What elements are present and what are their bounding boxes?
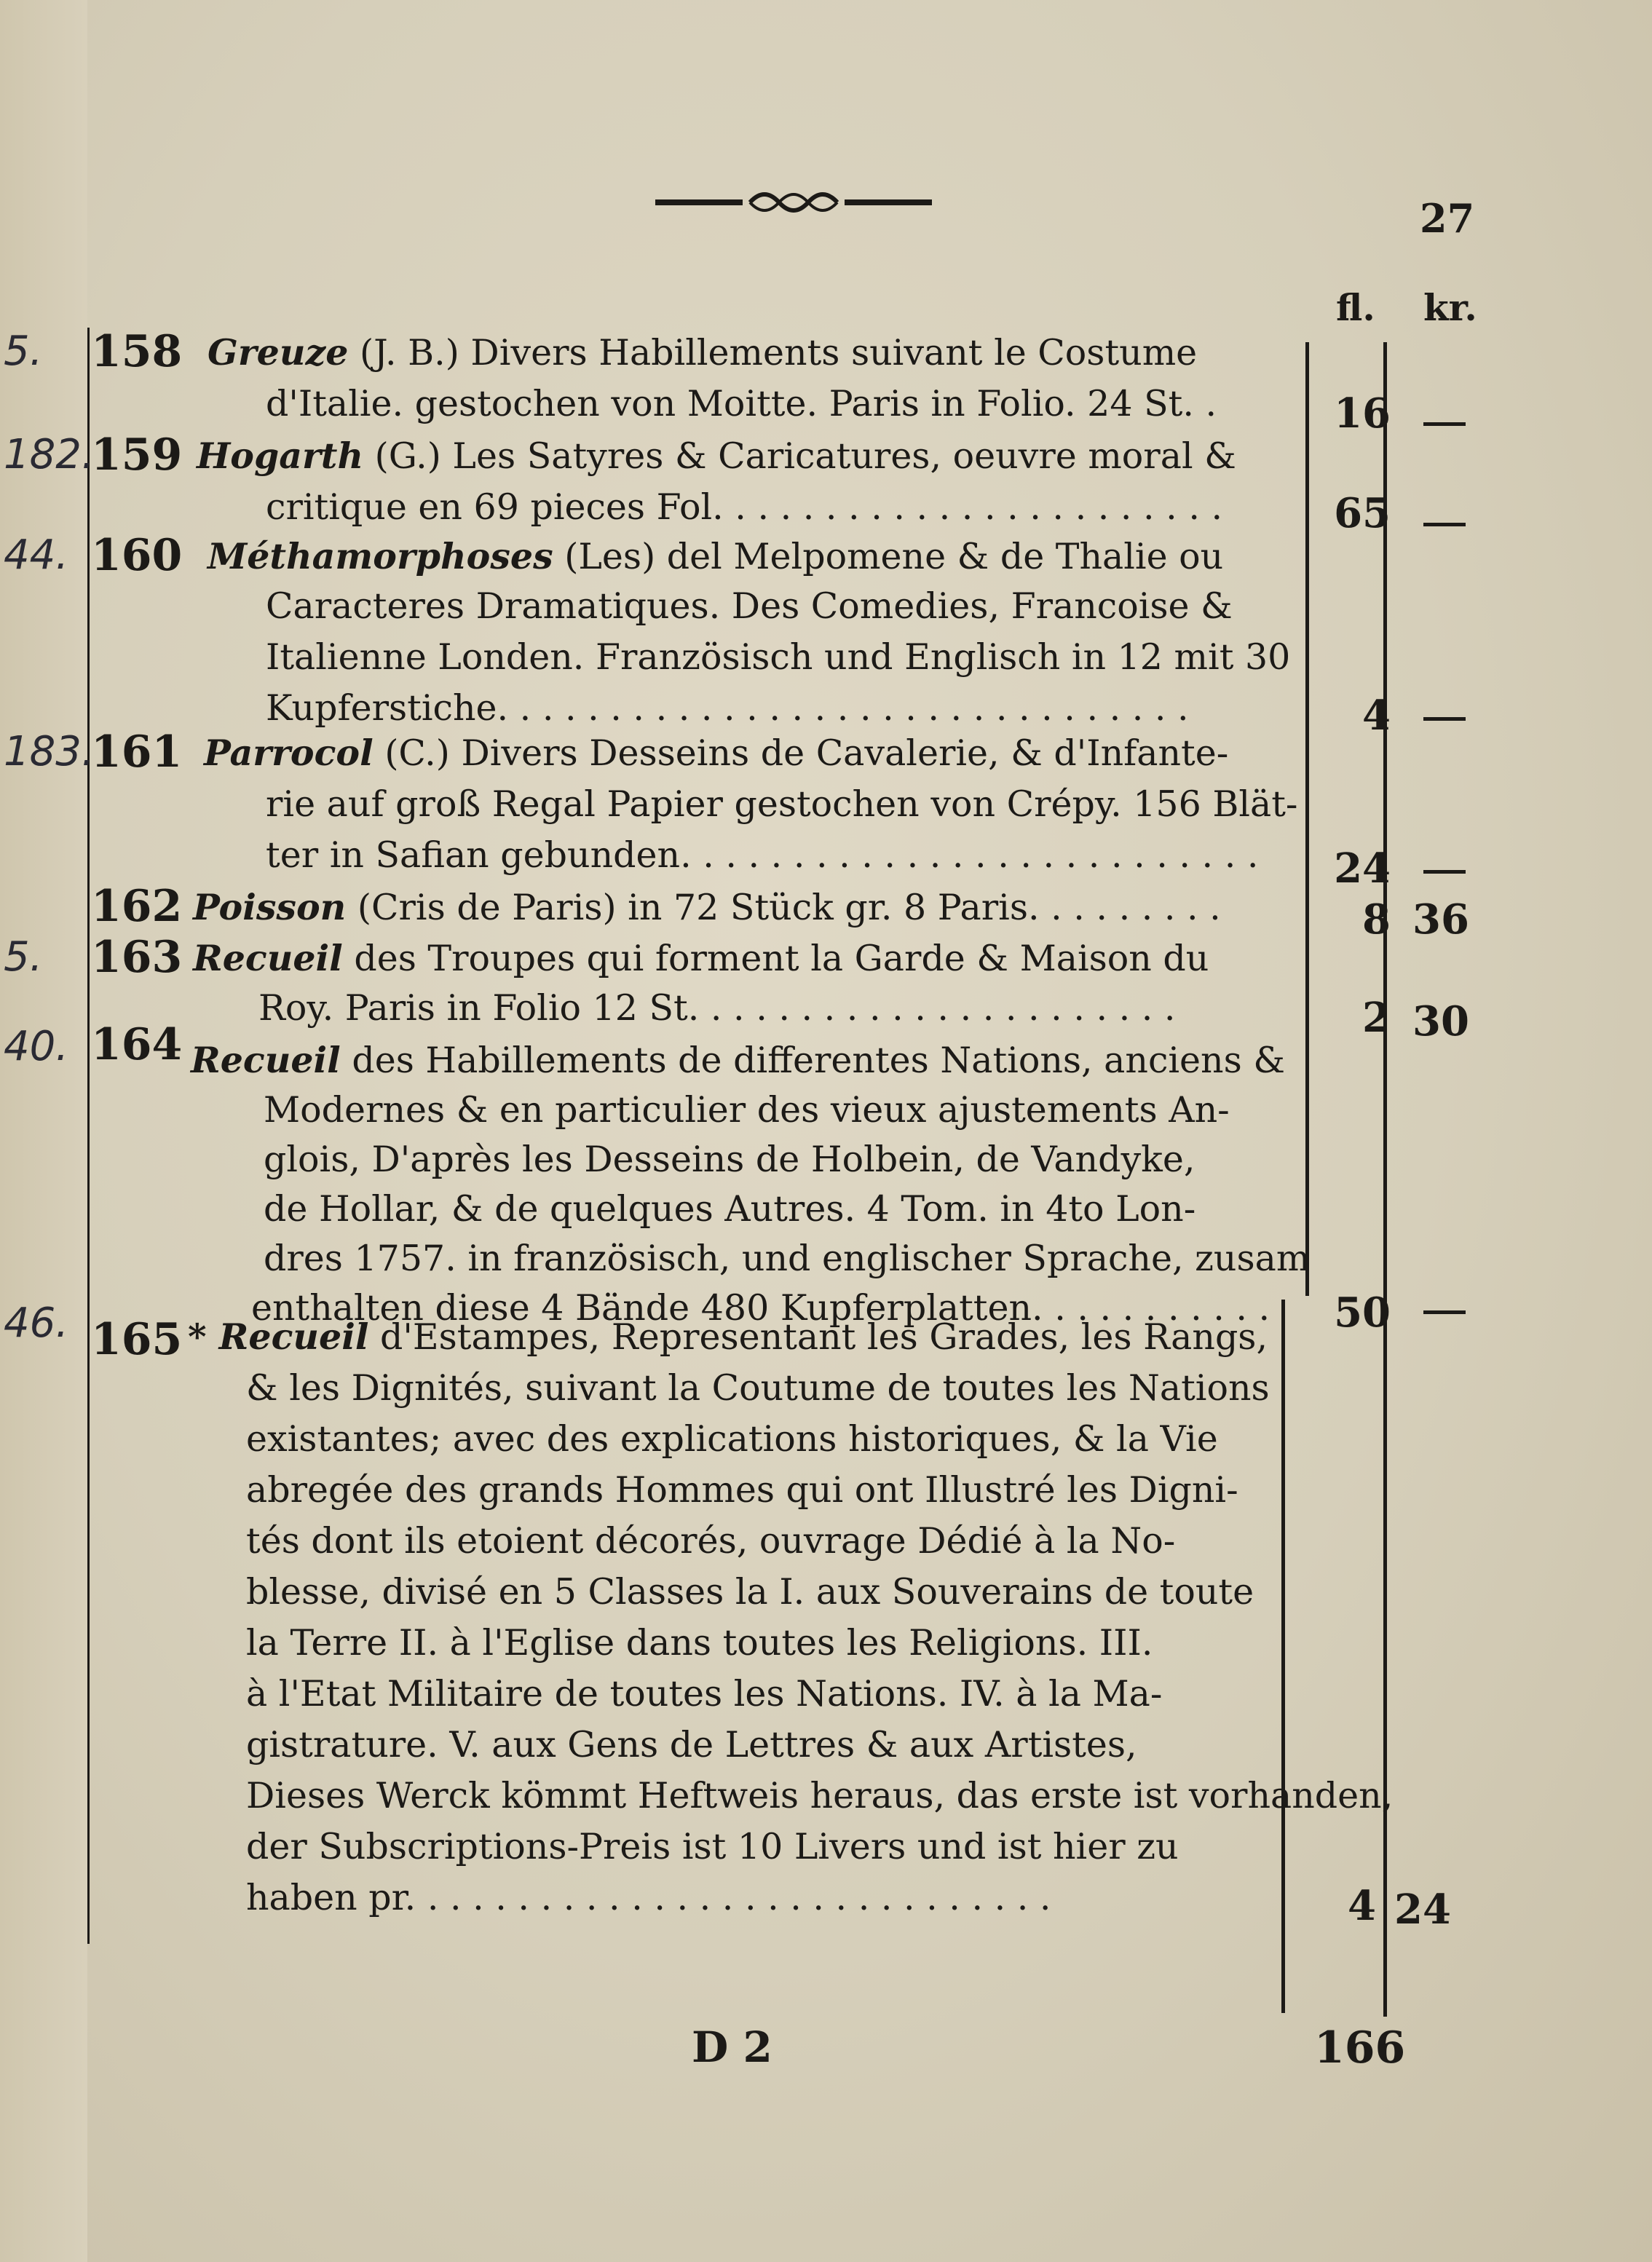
entry-line: ter in Safian gebunden. . . . . . . . . . . . . . . . . . . . . . . . . .	[266, 834, 1259, 876]
price-fl: 8	[1362, 895, 1391, 944]
price-fl: 24	[1334, 845, 1391, 893]
kr-rule	[1383, 342, 1387, 2017]
entry-line: dres 1757. in französisch, und englischer Sprache, zusam	[264, 1238, 1311, 1279]
entry-line: haben pr. . . . . . . . . . . . . . . . . . . . . . . . . . . . .	[246, 1877, 1051, 1918]
entry-number: 160	[91, 530, 183, 581]
entry-number: 162	[91, 881, 183, 932]
entry-line: abregée des grands Hommes qui ont Illustré les Digni-	[246, 1469, 1238, 1511]
entry-line: Roy. Paris in Folio 12 St. . . . . . . . . . . . . . . . . . . . . .	[258, 987, 1176, 1029]
price-fl: 50	[1334, 1289, 1391, 1337]
price-kr-dash	[1423, 422, 1466, 426]
price-kr: 36	[1412, 895, 1469, 944]
entry-line: Hogarth (G.) Les Satyres & Caricatures, oeuvre moral &	[197, 435, 1236, 477]
entry-number: 164	[91, 1019, 183, 1070]
entry-author: Greuze	[208, 331, 349, 373]
entry-line: der Subscriptions-Preis ist 10 Livers und ist hier zu	[246, 1826, 1179, 1867]
entry-line: critique en 69 pieces Fol. . . . . . . . . . . . . . . . . . . . . . .	[266, 486, 1223, 528]
entry-author: Hogarth	[197, 435, 364, 477]
margin-note: 182.	[4, 431, 95, 478]
entry-line: & les Dignités, suivant la Coutume de toutes les Nations	[246, 1367, 1270, 1409]
entry-number: 158	[91, 326, 183, 377]
entry-line: glois, D'après les Desseins de Holbein, de Vandyke,	[264, 1139, 1195, 1180]
entry-line: Caracteres Dramatiques. Des Comedies, Francoise &	[266, 585, 1233, 627]
entry-number: 163	[91, 932, 183, 983]
column-head-fl: fl.	[1336, 286, 1375, 329]
entry-line: Méthamorphoses (Les) del Melpomene & de Thalie ou	[208, 535, 1224, 577]
price-kr: 24	[1394, 1886, 1451, 1934]
entry-line: Parrocol (C.) Divers Desseins de Cavalerie, & d'Infante-	[204, 732, 1229, 774]
entry-author: Recueil	[193, 937, 343, 979]
price-fl: 4	[1362, 692, 1391, 740]
price-kr-dash	[1423, 717, 1466, 721]
entry-author: Poisson	[193, 886, 347, 928]
price-fl: 2	[1362, 994, 1391, 1042]
price-kr-dash	[1423, 870, 1466, 874]
price-fl: 65	[1334, 489, 1391, 537]
column-head-kr: kr.	[1423, 286, 1477, 329]
ornament-icon	[655, 181, 932, 224]
entry-line: Dieses Werck kömmt Heftweis heraus, das erste ist vorhanden,	[246, 1775, 1394, 1816]
entry-line: Poisson (Cris de Paris) in 72 Stück gr. 8 Paris. . . . . . . . .	[193, 886, 1221, 928]
entry-line: de Hollar, & de quelques Autres. 4 Tom. in 4to Lon-	[264, 1188, 1196, 1230]
entry-line: Recueil des Troupes qui forment la Garde & Maison du	[193, 937, 1209, 979]
entry-line: Modernes & en particulier des vieux ajustements An-	[264, 1089, 1230, 1131]
price-fl: 4	[1348, 1882, 1376, 1930]
entry-line: * Recueil d'Estampes, Representant les Grades, les Rangs,	[188, 1316, 1268, 1358]
page-number: 27	[1420, 195, 1475, 242]
margin-note: 5.	[4, 328, 43, 375]
margin-note: 46.	[4, 1300, 69, 1347]
entry-author: * Recueil	[188, 1316, 369, 1358]
entry-number: 159	[91, 430, 183, 481]
entry-line: rie auf groß Regal Papier gestochen von Crépy. 156 Blät-	[266, 783, 1298, 825]
entry-line: Recueil des Habillements de differentes Nations, anciens &	[191, 1039, 1285, 1081]
entry-author: Parrocol	[204, 732, 374, 774]
entry-author: Méthamorphoses	[208, 535, 553, 577]
entry-line: la Terre II. à l'Eglise dans toutes les Religions. III.	[246, 1622, 1153, 1664]
price-fl: 16	[1334, 389, 1391, 438]
margin-note: 44.	[4, 531, 69, 579]
entry-number: 165	[91, 1314, 183, 1365]
entry-line: tés dont ils etoient décorés, ouvrage Dédié à la No-	[246, 1520, 1176, 1562]
price-kr-dash	[1423, 1310, 1466, 1314]
entry-line: gistrature. V. aux Gens de Lettres & aux Artistes,	[246, 1724, 1137, 1765]
entry-line: existantes; avec des explications historiques, & la Vie	[246, 1418, 1218, 1460]
margin-note: 183.	[4, 728, 95, 775]
price-kr-dash	[1423, 523, 1466, 526]
price-rule-top	[1305, 342, 1309, 1296]
signature-mark: D 2	[692, 2022, 772, 2072]
entry-line: Greuze (J. B.) Divers Habillements suivant le Costume	[208, 331, 1198, 373]
margin-note: 5.	[4, 933, 43, 981]
entry-line: Kupferstiche. . . . . . . . . . . . . . . . . . . . . . . . . . . . . . .	[266, 687, 1189, 729]
entry-number: 161	[91, 727, 183, 778]
price-kr: 30	[1412, 997, 1469, 1045]
entry-line: à l'Etat Militaire de toutes les Nations. IV. à la Ma-	[246, 1673, 1163, 1715]
entry-author: Recueil	[191, 1039, 341, 1081]
entry-line: d'Italie. gestochen von Moitte. Paris in Folio. 24 St. .	[266, 383, 1217, 424]
entry-line: Italienne Londen. Französisch und Englisch in 12 mit 30	[266, 636, 1291, 678]
page-total: 166	[1314, 2022, 1406, 2073]
left-rule	[87, 328, 90, 1944]
entry-line: enthalten diese 4 Bände 480 Kupferplatten. . . . . . . . . . .	[251, 1287, 1270, 1329]
entry-line: blesse, divisé en 5 Classes la I. aux Souverains de toute	[246, 1571, 1254, 1613]
margin-note: 40.	[4, 1023, 69, 1070]
